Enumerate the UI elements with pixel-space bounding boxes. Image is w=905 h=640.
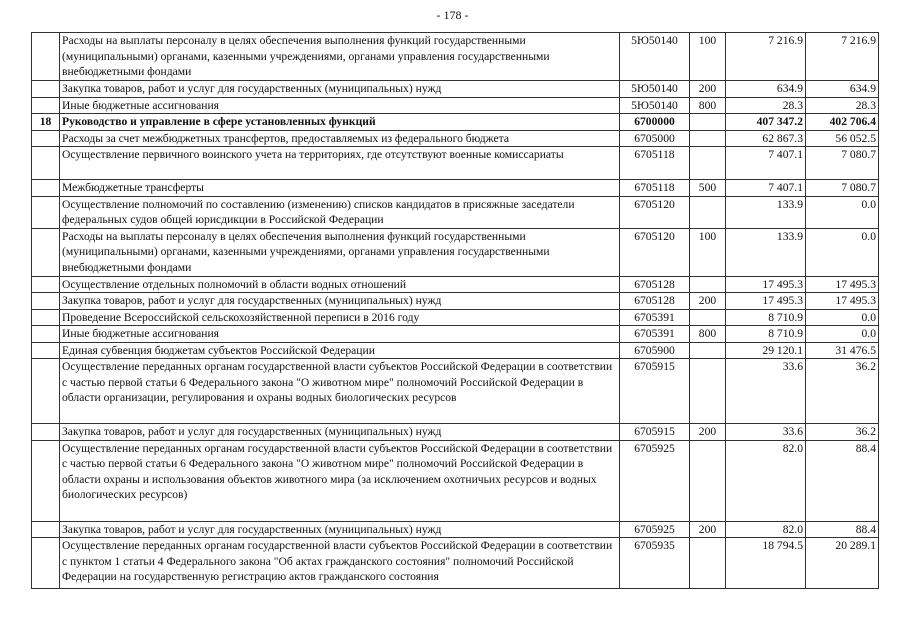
amount-second: 36.2 bbox=[806, 424, 879, 441]
target-article-code: 6705120 bbox=[620, 196, 690, 228]
expense-type-code bbox=[690, 309, 726, 326]
amount-second: 88.4 bbox=[806, 521, 879, 538]
table-row bbox=[32, 359, 879, 424]
expense-type-code: 200 bbox=[690, 424, 726, 441]
expense-type-code bbox=[690, 440, 726, 521]
table-row bbox=[32, 326, 879, 343]
amount-first: 18 794.5 bbox=[726, 538, 806, 589]
amount-first: 33.6 bbox=[726, 359, 806, 424]
amount-first: 8 710.9 bbox=[726, 326, 806, 343]
expense-name: Расходы на выплаты персоналу в целях обеспечения выполнения функций государственными (муниципальными) органами, казенными учреждениями, органами управления государственными внебюджетными фондами bbox=[60, 228, 620, 276]
target-article-code: 6705391 bbox=[620, 309, 690, 326]
row-number bbox=[32, 147, 60, 180]
amount-second: 0.0 bbox=[806, 196, 879, 228]
amount-second: 7 080.7 bbox=[806, 180, 879, 197]
expense-name: Осуществление переданных органам государственной власти субъектов Российской Федерации в соответствии с частью первой статьи 6 Федерального закона "О животном мире" полномочий Российской Федерации в области организации, регулирования и охраны водных биологических ресурсов bbox=[60, 359, 620, 424]
expense-type-code bbox=[690, 342, 726, 359]
expense-type-code bbox=[690, 276, 726, 293]
target-article-code: 5Ю50140 bbox=[620, 97, 690, 114]
row-number bbox=[32, 228, 60, 276]
table-row bbox=[32, 424, 879, 441]
target-article-code: 6705118 bbox=[620, 147, 690, 180]
amount-second: 0.0 bbox=[806, 326, 879, 343]
table-row bbox=[32, 538, 879, 589]
amount-first: 62 867.3 bbox=[726, 130, 806, 147]
target-article-code: 6705120 bbox=[620, 228, 690, 276]
expense-type-code: 800 bbox=[690, 97, 726, 114]
amount-second: 31 476.5 bbox=[806, 342, 879, 359]
target-article-code: 6705000 bbox=[620, 130, 690, 147]
table-row bbox=[32, 196, 879, 228]
target-article-code: 6705915 bbox=[620, 359, 690, 424]
amount-second: 17 495.3 bbox=[806, 293, 879, 310]
row-number bbox=[32, 309, 60, 326]
table-row bbox=[32, 293, 879, 310]
amount-second: 634.9 bbox=[806, 81, 879, 98]
table-row bbox=[32, 147, 879, 180]
expense-type-code: 200 bbox=[690, 293, 726, 310]
row-number bbox=[32, 342, 60, 359]
amount-first: 634.9 bbox=[726, 81, 806, 98]
row-number bbox=[32, 440, 60, 521]
expense-name: Осуществление отдельных полномочий в области водных отношений bbox=[60, 276, 620, 293]
target-article-code: 6705900 bbox=[620, 342, 690, 359]
row-number bbox=[32, 97, 60, 114]
amount-second: 20 289.1 bbox=[806, 538, 879, 589]
target-article-code: 6705128 bbox=[620, 293, 690, 310]
table-row bbox=[32, 228, 879, 276]
expense-name: Проведение Всероссийской сельскохозяйственной переписи в 2016 году bbox=[60, 309, 620, 326]
target-article-code: 6705128 bbox=[620, 276, 690, 293]
amount-second: 36.2 bbox=[806, 359, 879, 424]
expense-name: Осуществление первичного воинского учета на территориях, где отсутствуют военные комиссариаты bbox=[60, 147, 620, 180]
amount-first: 7 407.1 bbox=[726, 147, 806, 180]
expense-name: Закупка товаров, работ и услуг для государственных (муниципальных) нужд bbox=[60, 521, 620, 538]
table-row bbox=[32, 342, 879, 359]
row-number bbox=[32, 424, 60, 441]
amount-second: 402 706.4 bbox=[806, 114, 879, 131]
expense-type-code bbox=[690, 196, 726, 228]
expense-type-code: 200 bbox=[690, 521, 726, 538]
amount-first: 17 495.3 bbox=[726, 293, 806, 310]
target-article-code: 6705118 bbox=[620, 180, 690, 197]
target-article-code: 5Ю50140 bbox=[620, 33, 690, 81]
expense-name: Закупка товаров, работ и услуг для государственных (муниципальных) нужд bbox=[60, 424, 620, 441]
amount-second: 7 216.9 bbox=[806, 33, 879, 81]
amount-first: 8 710.9 bbox=[726, 309, 806, 326]
row-number bbox=[32, 276, 60, 293]
target-article-code: 5Ю50140 bbox=[620, 81, 690, 98]
table-row bbox=[32, 180, 879, 197]
amount-first: 82.0 bbox=[726, 521, 806, 538]
row-number bbox=[32, 33, 60, 81]
amount-first: 28.3 bbox=[726, 97, 806, 114]
row-number bbox=[32, 81, 60, 98]
table-row bbox=[32, 276, 879, 293]
row-number bbox=[32, 293, 60, 310]
budget-table bbox=[31, 32, 879, 589]
expense-name: Осуществление переданных органам государственной власти субъектов Российской Федерации в соответствии с частью первой статьи 6 Федерального закона "О животном мире" полномочий Российской Федерации в области охраны и использования объектов животного мира (за исключением охотничьих ресурсов и водных биологических ресурсов) bbox=[60, 440, 620, 521]
table-row bbox=[32, 97, 879, 114]
row-number bbox=[32, 521, 60, 538]
row-number bbox=[32, 359, 60, 424]
amount-first: 133.9 bbox=[726, 228, 806, 276]
budget-table-body bbox=[32, 33, 879, 589]
amount-second: 88.4 bbox=[806, 440, 879, 521]
amount-first: 407 347.2 bbox=[726, 114, 806, 131]
table-row bbox=[32, 440, 879, 521]
expense-name: Расходы на выплаты персоналу в целях обеспечения выполнения функций государственными (муниципальными) органами, казенными учреждениями, органами управления государственными внебюджетными фондами bbox=[60, 33, 620, 81]
row-number bbox=[32, 538, 60, 589]
expense-type-code: 100 bbox=[690, 33, 726, 81]
table-row bbox=[32, 33, 879, 81]
amount-second: 7 080.7 bbox=[806, 147, 879, 180]
table-row bbox=[32, 130, 879, 147]
expense-name: Осуществление полномочий по составлению (изменению) списков кандидатов в присяжные заседатели федеральных судов общей юрисдикции в Российской Федерации bbox=[60, 196, 620, 228]
row-number bbox=[32, 180, 60, 197]
expense-name: Закупка товаров, работ и услуг для государственных (муниципальных) нужд bbox=[60, 81, 620, 98]
expense-name: Единая субвенция бюджетам субъектов Российской Федерации bbox=[60, 342, 620, 359]
amount-second: 17 495.3 bbox=[806, 276, 879, 293]
expense-type-code bbox=[690, 130, 726, 147]
amount-first: 17 495.3 bbox=[726, 276, 806, 293]
amount-first: 7 407.1 bbox=[726, 180, 806, 197]
expense-type-code: 200 bbox=[690, 81, 726, 98]
row-number bbox=[32, 130, 60, 147]
expense-name: Иные бюджетные ассигнования bbox=[60, 326, 620, 343]
expense-name: Иные бюджетные ассигнования bbox=[60, 97, 620, 114]
table-row bbox=[32, 81, 879, 98]
row-number bbox=[32, 326, 60, 343]
expense-name: Закупка товаров, работ и услуг для государственных (муниципальных) нужд bbox=[60, 293, 620, 310]
expense-name: Межбюджетные трансферты bbox=[60, 180, 620, 197]
table-row bbox=[32, 309, 879, 326]
amount-second: 28.3 bbox=[806, 97, 879, 114]
amount-second: 56 052.5 bbox=[806, 130, 879, 147]
amount-first: 29 120.1 bbox=[726, 342, 806, 359]
target-article-code: 6705925 bbox=[620, 521, 690, 538]
expense-type-code bbox=[690, 147, 726, 180]
row-number: 18 bbox=[32, 114, 60, 131]
target-article-code: 6700000 bbox=[620, 114, 690, 131]
amount-second: 0.0 bbox=[806, 309, 879, 326]
amount-first: 33.6 bbox=[726, 424, 806, 441]
expense-name: Расходы за счет межбюджетных трансфертов, предоставляемых из федерального бюджета bbox=[60, 130, 620, 147]
target-article-code: 6705915 bbox=[620, 424, 690, 441]
expense-type-code: 100 bbox=[690, 228, 726, 276]
expense-type-code: 800 bbox=[690, 326, 726, 343]
target-article-code: 6705391 bbox=[620, 326, 690, 343]
amount-second: 0.0 bbox=[806, 228, 879, 276]
page-number: - 178 - bbox=[436, 8, 469, 22]
expense-type-code: 500 bbox=[690, 180, 726, 197]
amount-first: 7 216.9 bbox=[726, 33, 806, 81]
target-article-code: 6705925 bbox=[620, 440, 690, 521]
target-article-code: 6705935 bbox=[620, 538, 690, 589]
expense-type-code bbox=[690, 538, 726, 589]
row-number bbox=[32, 196, 60, 228]
amount-first: 133.9 bbox=[726, 196, 806, 228]
expense-name: Осуществление переданных органам государственной власти субъектов Российской Федерации в соответствии с пунктом 1 статьи 4 Федерального закона "Об актах гражданского состояния" полномочий Российской Федерации на государственную регистрацию актов гражданского состояния bbox=[60, 538, 620, 589]
expense-name: Руководство и управление в сфере установленных функций bbox=[60, 114, 620, 131]
expense-type-code bbox=[690, 114, 726, 131]
amount-first: 82.0 bbox=[726, 440, 806, 521]
table-row bbox=[32, 114, 879, 131]
table-row bbox=[32, 521, 879, 538]
expense-type-code bbox=[690, 359, 726, 424]
